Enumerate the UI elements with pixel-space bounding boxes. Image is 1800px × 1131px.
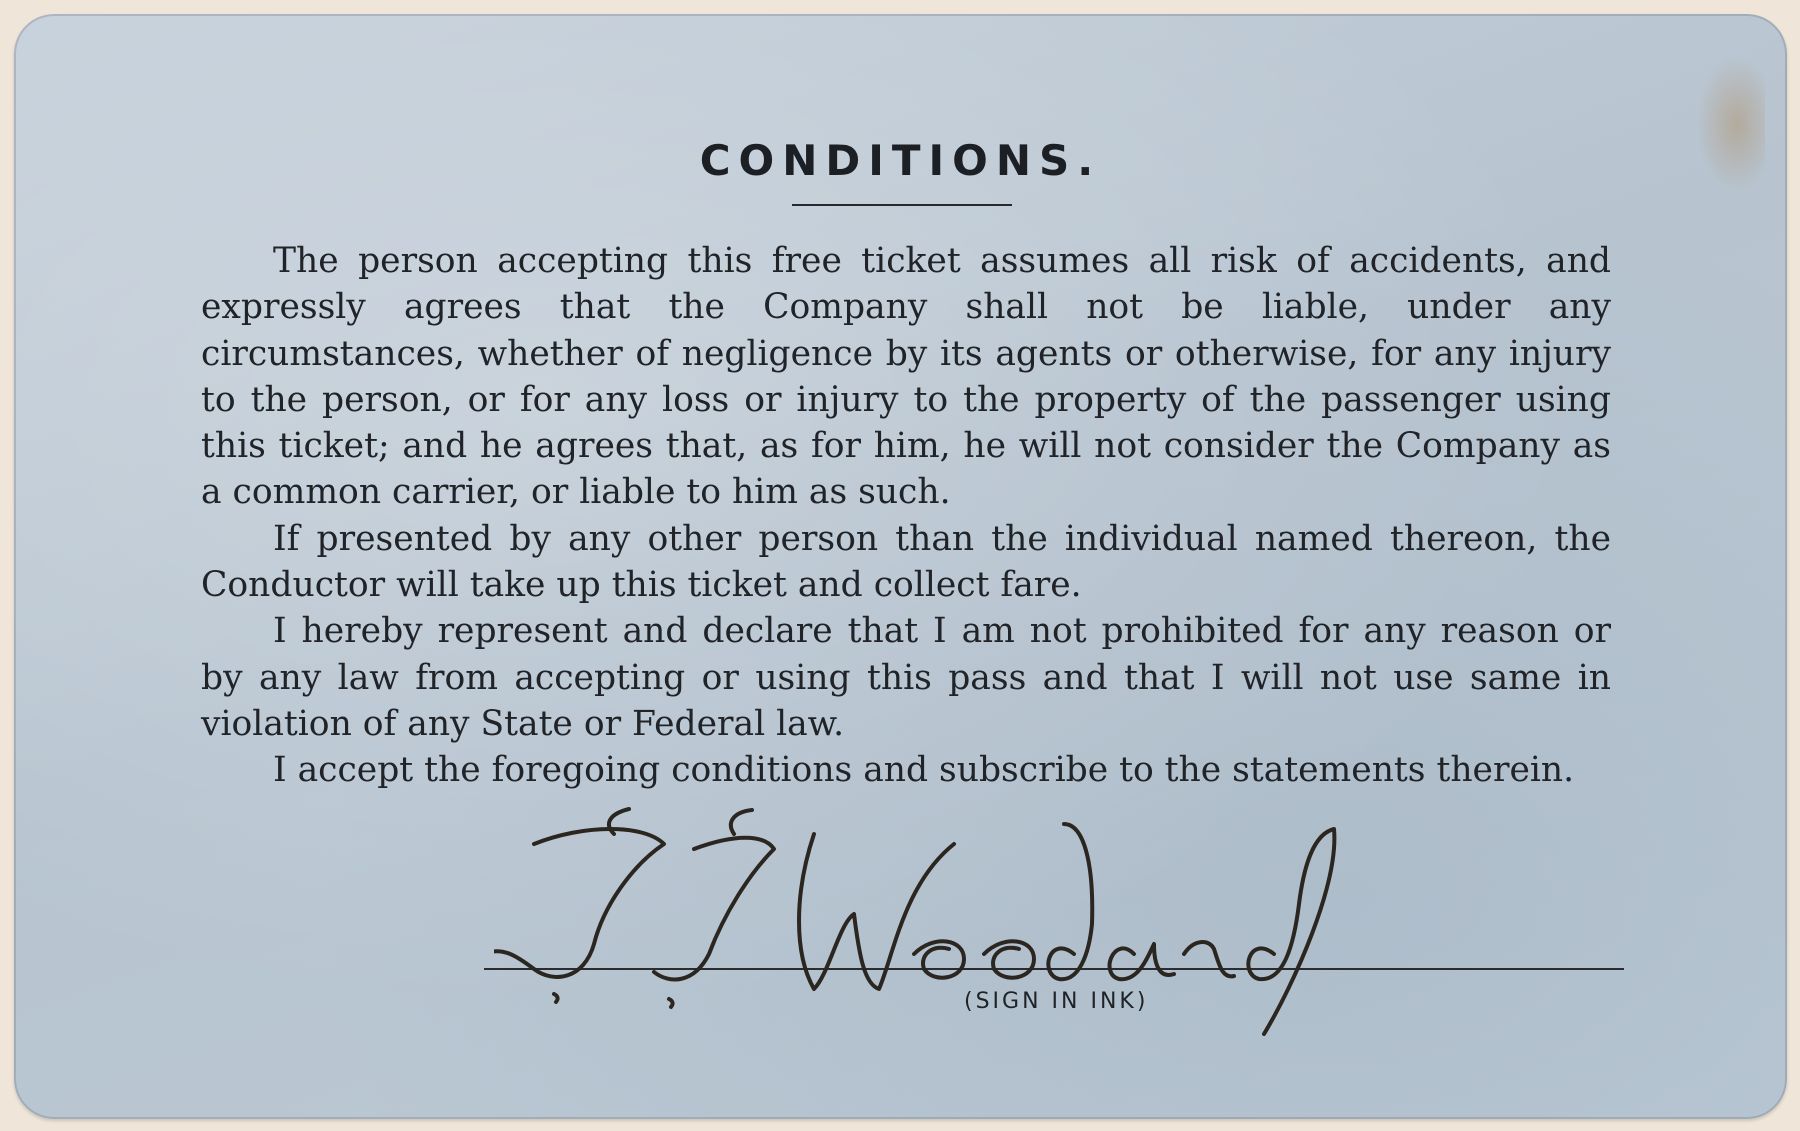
conditions-title: CONDITIONS.: [699, 136, 1102, 185]
signature-area: [484, 804, 1624, 1044]
sign-in-ink-caption: (SIGN IN INK): [964, 989, 1149, 1014]
condition-paragraph-2: If presented by any other person than the individual named thereon, the Conductor will take up this ticket and collect fare.: [201, 518, 1611, 606]
conditions-body: [201, 238, 1611, 794]
ticket-card: [14, 14, 1787, 1119]
condition-paragraph-4: I accept the foregoing conditions and subscribe to the statements therein.: [273, 750, 1575, 791]
title-rule: [792, 204, 1012, 206]
handwritten-signature: [494, 804, 1394, 1044]
condition-paragraph-3: I hereby represent and declare that I am not prohibited for any reason or by any law from accepting or using this pass and that I will not use same in violation of any State or Federal law.: [201, 611, 1611, 744]
condition-paragraph-1: The person accepting this free ticket assumes all risk of accidents, and expressly agrees that the Company shall not be liable, under any circumstances, whether of negligence by its agents or otherwise, for any injury to the person, or for any loss or injury to the property of the passenger using this ticket; and he agrees that, as for him, he will not consider the Company as a common carrier, or liable to him as such.: [201, 241, 1611, 513]
